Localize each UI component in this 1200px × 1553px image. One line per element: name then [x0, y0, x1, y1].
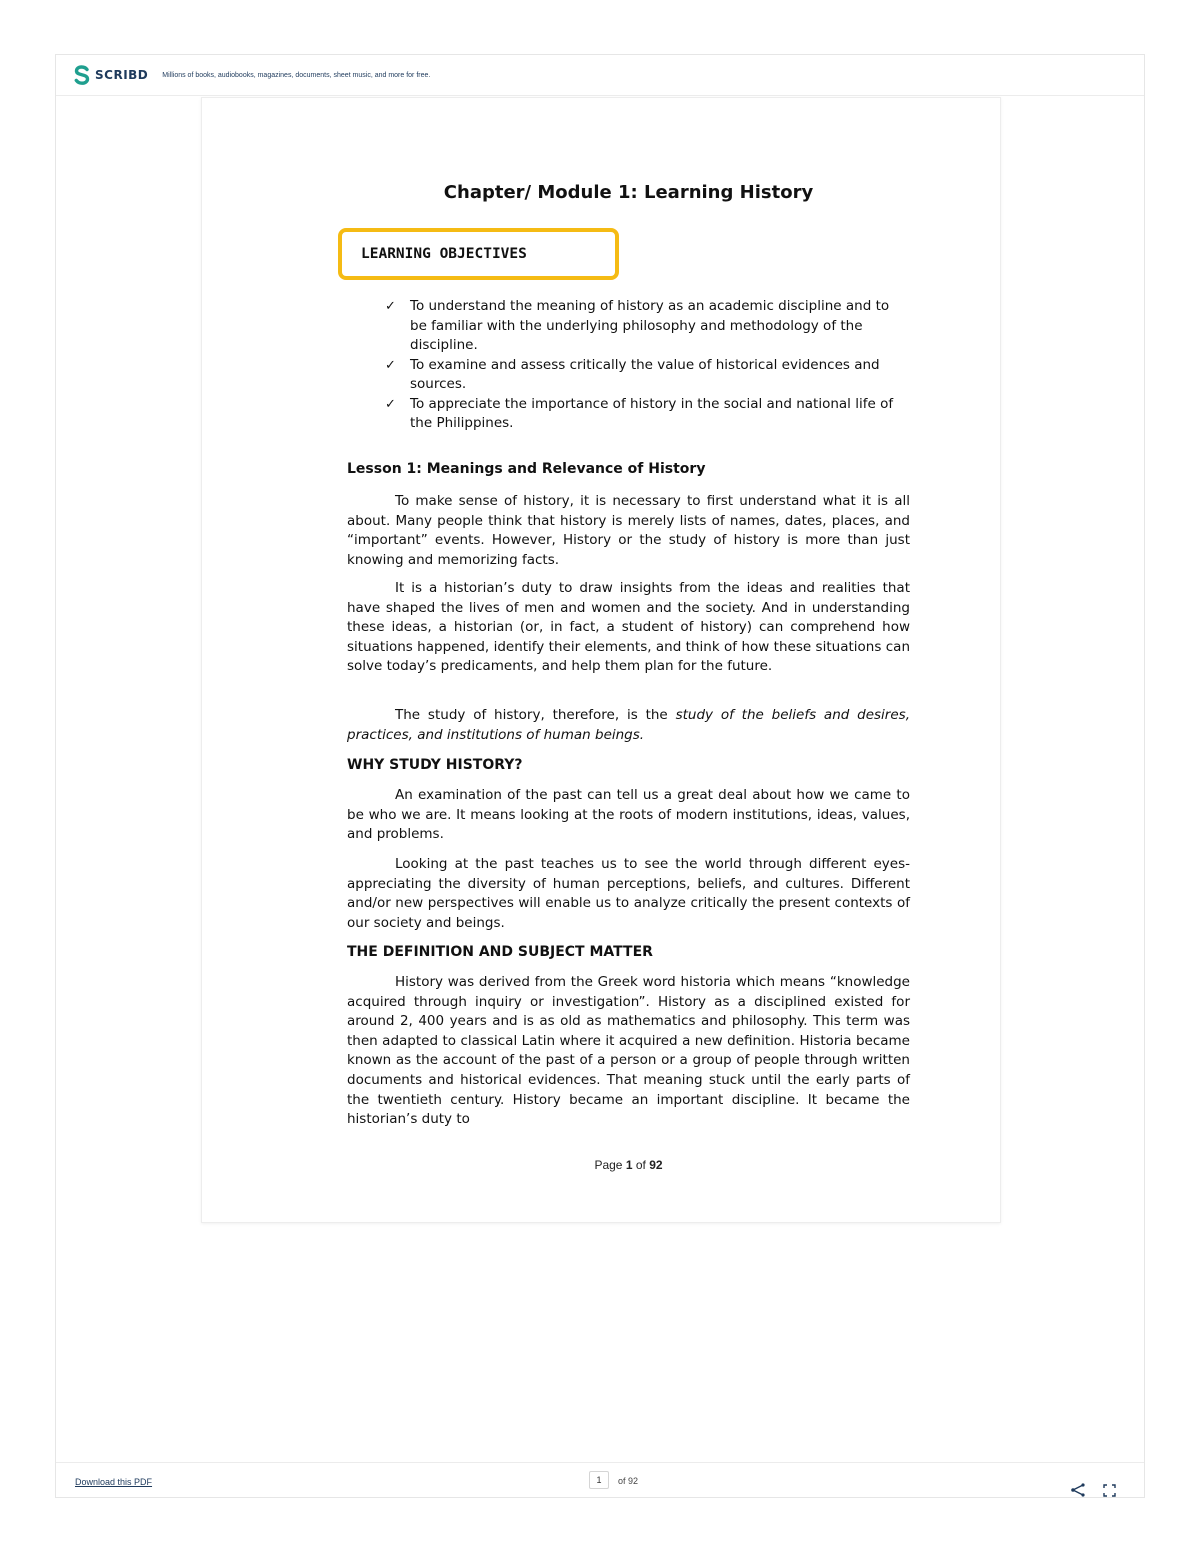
page-number-input[interactable] [589, 1471, 609, 1489]
paragraph: An examination of the past can tell us a great deal about how we came to be who we are. It means looking at the roots of modern institutions, ideas, values, and problems. [347, 787, 910, 843]
page-of: of [632, 1158, 650, 1172]
checkmark-icon: ✓ [385, 396, 396, 412]
objective-text: To examine and assess critically the value of historical evidences and sources. [410, 356, 880, 392]
paragraph [347, 706, 910, 745]
page-total: 92 [649, 1158, 663, 1172]
lesson-heading: Lesson 1: Meanings and Relevance of History [347, 461, 706, 477]
scribd-logo[interactable] [74, 65, 148, 85]
paragraph-text: The study of history, therefore, is the [395, 707, 676, 723]
paragraph: History was derived from the Greek word historia which means “knowledge acquired through inquiry or investigation”. History as a disciplined existed for around 2, 400 years and is as old as mathematics and philosophy. This term was then adapted to classical Latin where it acquired a new definition. Historia became known as the account of the past of a person or a group of people through written documents and historical evidences. That meaning stuck until the early parts of the twentieth century. History became an important discipline. It became the historian’s duty to [347, 974, 910, 1128]
page-label: Page [594, 1158, 626, 1172]
page-count-label: of 92 [618, 1476, 639, 1486]
paragraph: It is a historian’s duty to draw insights from the ideas and realities that have shaped the lives of men and women and the society. And in understanding these ideas, a historian (or, in fact, a student of history) can comprehend how situations happened, identify their elements, and think of how these situations can solve today’s predicaments, and help them plan for the future. [347, 580, 910, 675]
page-number [347, 1158, 910, 1172]
fullscreen-icon[interactable] [1103, 1484, 1116, 1497]
logo-text: SCRIBD [95, 68, 149, 82]
document-viewer [55, 54, 1145, 1498]
download-pdf-link[interactable]: Download this PDF [75, 1477, 153, 1487]
paragraph: To make sense of history, it is necessary to first understand what it is all about. Many people think that history is merely lists of names, dates, places, and “important” events. However, History or the study of history is more than just knowing and memorizing facts. [347, 493, 910, 568]
objectives-list [385, 297, 910, 434]
paragraph: Looking at the past teaches us to see the world through different eyes-appreciating the diversity of human perceptions, beliefs, and cultures. Different and/or new perspectives will enable us to analyze critically the present contexts of our society and beings. [347, 856, 910, 931]
why-study-heading: WHY STUDY HISTORY? [347, 757, 523, 773]
top-bar [56, 55, 1144, 96]
learning-objectives-label: LEARNING OBJECTIVES [361, 246, 527, 262]
objective-text: To understand the meaning of history as an academic discipline and to be familiar with the underlying philosophy and methodology of the discipline. [410, 298, 890, 353]
document-page [201, 97, 1001, 1223]
list-item [385, 356, 910, 395]
scribd-s-logo-icon [74, 65, 90, 85]
learning-objectives-box [338, 228, 619, 280]
bottom-bar [56, 1462, 1144, 1499]
list-item [385, 395, 910, 434]
checkmark-icon: ✓ [385, 299, 396, 314]
list-item [385, 297, 910, 356]
share-icon[interactable] [1070, 1483, 1086, 1497]
paragraph-italic-text: study of the beliefs and desires, practices, and institutions of human beings. [347, 707, 910, 743]
chapter-title: Chapter/ Module 1: Learning History [443, 182, 814, 203]
page-current: 1 [625, 1158, 633, 1172]
checkmark-icon: ✓ [385, 357, 396, 373]
objective-text: To appreciate the importance of history in the social and national life of the Philippines. [410, 395, 894, 431]
definition-heading: THE DEFINITION AND SUBJECT MATTER [347, 944, 653, 960]
tagline: Millions of books, audiobooks, magazines, documents, sheet music, and more for free. [162, 71, 431, 79]
